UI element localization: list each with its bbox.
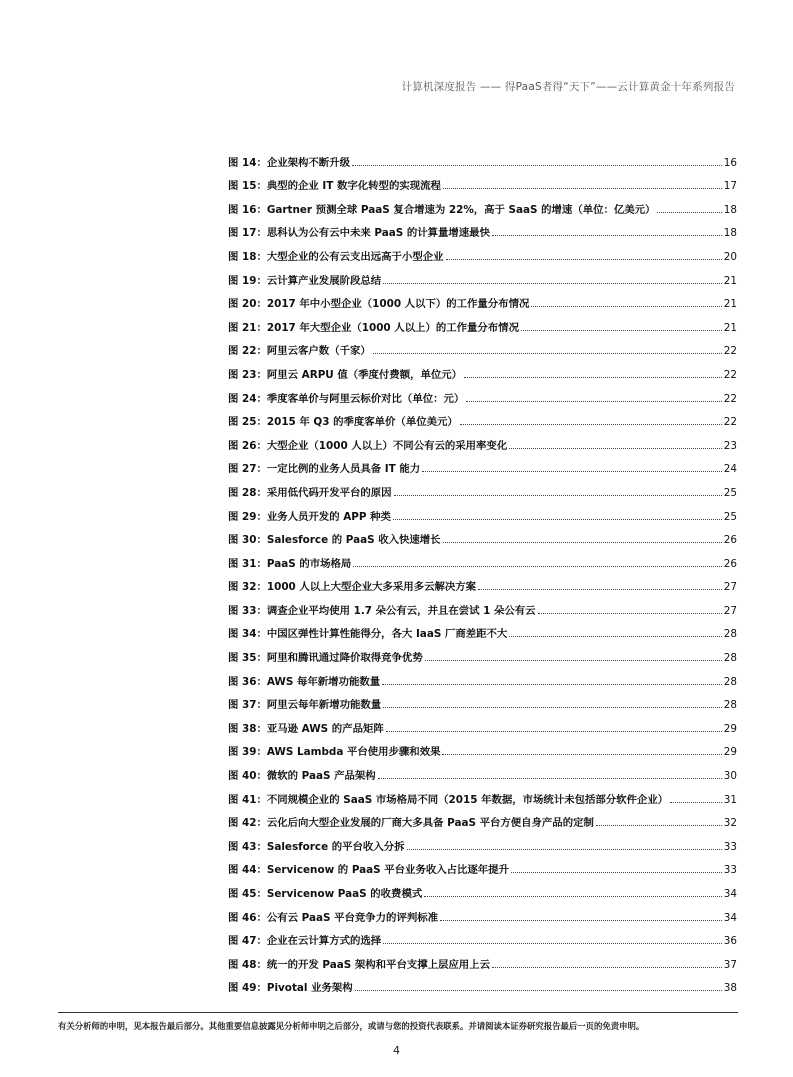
- toc-entry-page: 27: [723, 604, 737, 617]
- toc-entry-page: 28: [723, 675, 737, 688]
- toc-entry-page: 37: [723, 958, 737, 971]
- toc-entry[interactable]: [228, 145, 737, 169]
- toc-entry-page: 34: [723, 911, 737, 924]
- toc-dot-leader: [394, 495, 722, 496]
- toc-entry-page: 38: [723, 982, 737, 995]
- toc-entry-label: 图 15：典型的企业 IT 数字化转型的实现流程: [228, 180, 441, 193]
- toc-entry-page: 25: [723, 510, 737, 523]
- toc-entry-label: 图 14：企业架构不断升级: [228, 156, 350, 169]
- toc-dot-leader: [464, 377, 722, 378]
- toc-dot-leader: [373, 353, 722, 354]
- toc-entry-label: 图 37：阿里云每年新增功能数量: [228, 699, 382, 712]
- toc-dot-leader: [478, 589, 722, 590]
- toc-entry-label: 图 27：一定比例的业务人员具备 IT 能力: [228, 463, 421, 476]
- toc-dot-leader: [670, 802, 722, 803]
- toc-dot-leader: [383, 943, 722, 944]
- toc-dot-leader: [511, 872, 722, 873]
- toc-entry[interactable]: [228, 876, 737, 900]
- toc-entry[interactable]: [228, 287, 737, 311]
- toc-entry-label: 图 22：阿里云客户数（千家）: [228, 345, 371, 358]
- toc-entry-label: 图 24：季度客单价与阿里云标价对比（单位：元）: [228, 392, 465, 405]
- toc-dot-leader: [446, 259, 722, 260]
- toc-entry-page: 24: [723, 463, 737, 476]
- toc-entry[interactable]: [228, 711, 737, 735]
- toc-entry-label: 图 38：亚马逊 AWS 的产品矩阵: [228, 722, 384, 735]
- toc-entry-page: 36: [723, 935, 737, 948]
- toc-entry-page: 27: [723, 581, 737, 594]
- toc-entry-page: 21: [723, 321, 737, 334]
- toc-entry-label: 图 25：2015 年 Q3 的季度客单价（单位美元）: [228, 416, 458, 429]
- toc-entry-label: 图 28：采用低代码开发平台的原因: [228, 486, 392, 499]
- toc-entry-page: 28: [723, 652, 737, 665]
- toc-entry[interactable]: [228, 947, 737, 971]
- toc-entry-label: 图 17：思科认为公有云中未来 PaaS 的计算量增速最快: [228, 227, 490, 240]
- toc-entry-label: 图 45：Servicenow PaaS 的收费模式: [228, 888, 423, 900]
- toc-entry-page: 29: [723, 746, 737, 759]
- toc-entry-label: 图 18：大型企业的公有云支出远高于小型企业: [228, 250, 444, 263]
- toc-entry-page: 22: [723, 392, 737, 405]
- toc-entry-label: 图 32：1000 人以上大型企业大多采用多云解决方案: [228, 581, 477, 594]
- toc-dot-leader: [509, 636, 721, 637]
- toc-entry-page: 26: [723, 557, 737, 570]
- toc-entry[interactable]: [228, 546, 737, 570]
- toc-dot-leader: [393, 519, 722, 520]
- toc-entry-page: 29: [723, 722, 737, 735]
- toc-entry[interactable]: [228, 782, 737, 806]
- toc-entry-page: 18: [723, 203, 737, 216]
- toc-entry[interactable]: [228, 310, 737, 334]
- toc-entry-label: 图 31：PaaS 的市场格局: [228, 557, 352, 570]
- toc-entry[interactable]: [228, 853, 737, 877]
- toc-entry-label: 图 20：2017 年中小型企业（1000 人以下）的工作量分布情况: [228, 298, 530, 311]
- toc-entry-label: 图 30：Salesforce 的 PaaS 收入快速增长: [228, 534, 441, 547]
- toc-entry-page: 30: [723, 770, 737, 783]
- toc-dot-leader: [424, 896, 722, 897]
- toc-entry-page: 16: [723, 156, 737, 169]
- toc-dot-leader: [492, 967, 722, 968]
- toc-dot-leader: [353, 566, 721, 567]
- toc-dot-leader: [352, 165, 722, 166]
- toc-dot-leader: [657, 212, 721, 213]
- toc-entry[interactable]: [228, 475, 737, 499]
- footer-divider: [58, 1012, 738, 1013]
- toc-entry-label: 图 29：业务人员开发的 APP 种类: [228, 510, 391, 523]
- toc-entry-page: 21: [723, 298, 737, 311]
- toc-dot-leader: [383, 283, 722, 284]
- toc-dot-leader: [538, 613, 722, 614]
- toc-dot-leader: [466, 401, 721, 402]
- toc-entry-label: 图 19：云计算产业发展阶段总结: [228, 274, 382, 287]
- toc-entry[interactable]: [228, 640, 737, 664]
- toc-dot-leader: [521, 330, 722, 331]
- toc-entry[interactable]: [228, 499, 737, 523]
- toc-dot-leader: [492, 235, 722, 236]
- toc-entry-page: 28: [723, 699, 737, 712]
- toc-entry-page: 23: [723, 439, 737, 452]
- toc-entry-page: 33: [723, 864, 737, 877]
- toc-dot-leader: [382, 684, 722, 685]
- toc-entry-label: 图 34：中国区弹性计算性能得分，各大 IaaS 厂商差距不大: [228, 628, 508, 641]
- toc-dot-leader: [442, 754, 721, 755]
- toc-entry-page: 34: [723, 888, 737, 900]
- toc-entry-page: 22: [723, 345, 737, 358]
- toc-entry-label: 图 39：AWS Lambda 平台使用步骤和效果: [228, 746, 441, 759]
- toc-entry[interactable]: [228, 405, 737, 429]
- toc-entry-label: 图 33：调查企业平均使用 1.7 朵公有云，并且在尝试 1 朵公有云: [228, 604, 536, 617]
- toc-entry[interactable]: [228, 239, 737, 263]
- toc-entry-label: 图 26：大型企业（1000 人以上）不同公有云的采用率变化: [228, 439, 508, 452]
- toc-entry-label: 图 47：企业在云计算方式的选择: [228, 935, 382, 948]
- toc-entry-page: 20: [723, 250, 737, 263]
- footer-disclaimer: 有关分析师的申明，见本报告最后部分。其他重要信息披露见分析师申明之后部分，或请与您的投资代表联系。并请阅读本证券研究报告最后一页的免责申明。: [58, 1021, 645, 1031]
- toc-entry[interactable]: [228, 688, 737, 712]
- toc-entry[interactable]: [228, 829, 737, 853]
- toc-entry-label: 图 40：微软的 PaaS 产品架构: [228, 770, 376, 783]
- toc-entry-label: 图 35：阿里和腾讯通过降价取得竞争优势: [228, 652, 423, 665]
- toc-entry-page: 31: [723, 793, 737, 806]
- toc-entry[interactable]: [228, 971, 737, 995]
- toc-dot-leader: [407, 849, 722, 850]
- toc-entry-label: 图 41：不同规模企业的 SaaS 市场格局不同（2015 年数据，市场统计未包括部分软件企业）: [228, 793, 669, 806]
- toc-entry[interactable]: [228, 523, 737, 547]
- toc-entry[interactable]: [228, 806, 737, 830]
- toc-entry[interactable]: [228, 192, 737, 216]
- page-number: 4: [393, 1044, 400, 1057]
- toc-dot-leader: [443, 188, 722, 189]
- toc-entry-page: 18: [723, 227, 737, 240]
- toc-dot-leader: [355, 990, 722, 991]
- toc-dot-leader: [460, 424, 722, 425]
- toc-entry[interactable]: [228, 664, 737, 688]
- toc-dot-leader: [509, 448, 722, 449]
- toc-entry-label: 图 44：Servicenow 的 PaaS 平台业务收入占比逐年提升: [228, 864, 509, 877]
- toc-dot-leader: [422, 471, 722, 472]
- toc-dot-leader: [531, 306, 721, 307]
- toc-dot-leader: [443, 542, 722, 543]
- toc-entry[interactable]: [228, 357, 737, 381]
- toc-entry[interactable]: [228, 900, 737, 924]
- toc-entry[interactable]: [228, 617, 737, 641]
- toc-entry[interactable]: [228, 924, 737, 948]
- toc-entry[interactable]: [228, 169, 737, 193]
- toc-dot-leader: [386, 731, 722, 732]
- toc-entry[interactable]: [228, 381, 737, 405]
- toc-dot-leader: [440, 920, 722, 921]
- toc-entry-page: 22: [723, 368, 737, 381]
- toc-entry-label: 图 36：AWS 每年新增功能数量: [228, 675, 381, 688]
- toc-entry-label: 图 42：云化后向大型企业发展的厂商大多具备 PaaS 平台方便自身产品的定制: [228, 817, 594, 830]
- toc-entry-page: 17: [723, 180, 737, 193]
- toc-entry[interactable]: [228, 570, 737, 594]
- toc-entry-label: 图 43：Salesforce 的平台收入分拆: [228, 840, 405, 853]
- toc-entry[interactable]: [228, 593, 737, 617]
- toc-entry[interactable]: [228, 428, 737, 452]
- toc-entry-label: 图 23：阿里云 ARPU 值（季度付费额，单位元）: [228, 368, 463, 381]
- toc-entry[interactable]: [228, 452, 737, 476]
- toc-dot-leader: [596, 825, 722, 826]
- report-header: 计算机深度报告 —— 得PaaS者得“天下”——云计算黄金十年系列报告: [401, 81, 735, 93]
- toc-entry-page: 33: [723, 840, 737, 853]
- figure-toc-list: [228, 145, 737, 994]
- toc-entry-label: 图 49：Pivotal 业务架构: [228, 982, 353, 995]
- toc-dot-leader: [383, 707, 722, 708]
- toc-entry[interactable]: [228, 334, 737, 358]
- toc-dot-leader: [425, 660, 722, 661]
- toc-entry[interactable]: [228, 263, 737, 287]
- toc-entry[interactable]: [228, 758, 737, 782]
- toc-entry-page: 25: [723, 486, 737, 499]
- toc-entry-label: 图 46：公有云 PaaS 平台竞争力的评判标准: [228, 911, 439, 924]
- toc-dot-leader: [378, 778, 722, 779]
- toc-entry-page: 26: [723, 534, 737, 547]
- toc-entry-label: 图 48：统一的开发 PaaS 架构和平台支撑上层应用上云: [228, 958, 490, 971]
- toc-entry-page: 28: [723, 628, 737, 641]
- toc-entry-page: 21: [723, 274, 737, 287]
- toc-entry[interactable]: [228, 216, 737, 240]
- toc-entry[interactable]: [228, 735, 737, 759]
- toc-entry-label: 图 21：2017 年大型企业（1000 人以上）的工作量分布情况: [228, 321, 519, 334]
- toc-entry-page: 32: [723, 817, 737, 830]
- toc-entry-page: 22: [723, 416, 737, 429]
- toc-entry-label: 图 16：Gartner 预测全球 PaaS 复合增速为 22%，高于 SaaS 的增速（单位：亿美元）: [228, 203, 656, 216]
